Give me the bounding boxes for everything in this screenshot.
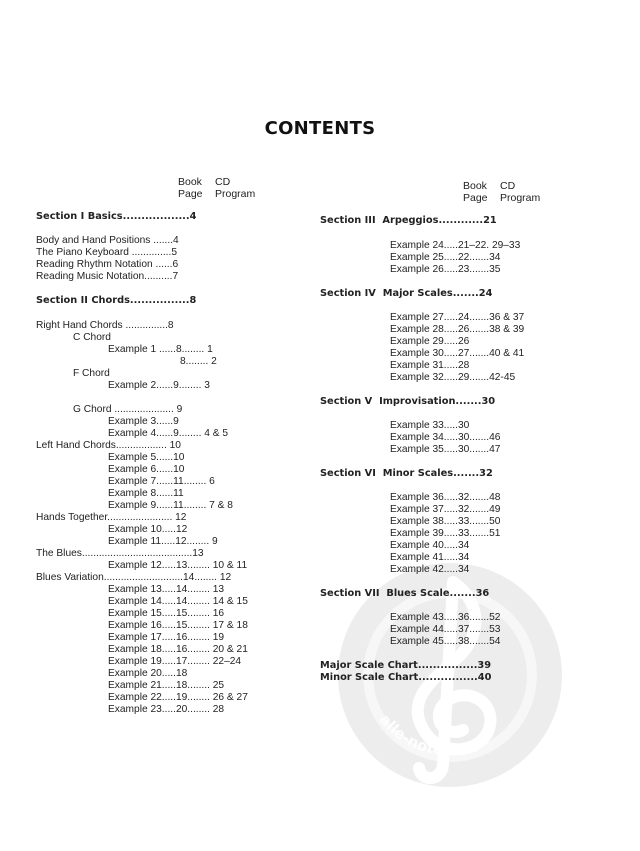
- toc-entry: Example 21.....18........ 25: [108, 680, 225, 691]
- toc-entry: Example 32.....29.......42-45: [390, 372, 516, 383]
- toc-entry: Example 15.....15........ 16: [108, 608, 225, 619]
- header-page: Page: [178, 188, 203, 200]
- toc-entry: Example 44.....37.......53: [390, 624, 501, 635]
- toc-section-heading: Section I Basics..................4: [36, 211, 197, 222]
- toc-entry: Reading Music Notation..........7: [36, 271, 179, 282]
- toc-entry: Example 34.....30.......46: [390, 432, 501, 443]
- header-program: Program: [215, 188, 256, 200]
- toc-section-heading: Section IV Major Scales.......24: [320, 288, 493, 299]
- toc-entry: Example 41.....34: [390, 552, 470, 563]
- toc-entry: Example 8......11: [108, 488, 184, 499]
- left-book-page-header: [178, 176, 203, 200]
- right-cd-program-header: [500, 180, 540, 204]
- toc-entry: Example 25.....22.......34: [390, 252, 501, 263]
- page-title: CONTENTS: [264, 118, 376, 139]
- toc-entry: Right Hand Chords ...............8: [36, 320, 174, 331]
- toc-entry: Example 18.....16........ 20 & 21: [108, 644, 248, 655]
- toc-section-heading: Section VII Blues Scale.......36: [320, 588, 490, 599]
- toc-entry: G Chord ..................... 9: [73, 404, 183, 415]
- toc-entry: Body and Hand Positions .......4: [36, 235, 179, 246]
- toc-entry: F Chord: [73, 368, 110, 379]
- toc-entry: Reading Rhythm Notation ......6: [36, 259, 179, 270]
- left-cd-program-header: [215, 176, 255, 200]
- right-book-page-header: [463, 180, 488, 204]
- toc-entry: Example 27.....24.......36 & 37: [390, 312, 525, 323]
- toc-entry: Example 5......10: [108, 452, 185, 463]
- toc-entry: Example 42.....34: [390, 564, 470, 575]
- toc-entry: Left Hand Chords.................. 10: [36, 440, 181, 451]
- toc-entry: Example 14.....14........ 14 & 15: [108, 596, 248, 607]
- toc-entry: Example 36.....32.......48: [390, 492, 501, 503]
- toc-entry: Example 35.....30.......47: [390, 444, 501, 455]
- toc-entry: Example 13.....14........ 13: [108, 584, 225, 595]
- toc-section-heading: Minor Scale Chart................40: [320, 672, 492, 683]
- toc-section-heading: Major Scale Chart................39: [320, 660, 492, 671]
- toc-entry: Example 40.....34: [390, 540, 470, 551]
- toc-entry: Example 22.....19........ 26 & 27: [108, 692, 248, 703]
- toc-entry: Example 7......11........ 6: [108, 476, 215, 487]
- toc-entry: Example 26.....23.......35: [390, 264, 501, 275]
- toc-entry: Example 39.....33.......51: [390, 528, 501, 539]
- toc-entry: 8........ 2: [180, 356, 217, 367]
- header-book: Book: [178, 176, 202, 188]
- toc-entry: Example 3......9: [108, 416, 179, 427]
- toc-entry: Blues Variation............................14........ 12: [36, 572, 232, 583]
- toc-entry: Example 29.....26: [390, 336, 470, 347]
- toc-entry: Example 38.....33.......50: [390, 516, 501, 527]
- toc-section-heading: Section II Chords................8: [36, 295, 197, 306]
- toc-entry: Example 12.....13........ 10 & 11: [108, 560, 248, 571]
- toc-entry: Example 16.....15........ 17 & 18: [108, 620, 248, 631]
- toc-entry: Example 33.....30: [390, 420, 470, 431]
- header-book: Book: [463, 180, 487, 192]
- toc-section-heading: Section V Improvisation.......30: [320, 396, 496, 407]
- toc-entry: Example 37.....32.......49: [390, 504, 501, 515]
- toc-entry: C Chord: [73, 332, 111, 343]
- toc-entry: The Blues.......................................13: [36, 548, 204, 559]
- toc-entry: Example 10.....12: [108, 524, 188, 535]
- header-program: Program: [500, 192, 541, 204]
- header-page: Page: [463, 192, 488, 204]
- toc-entry: Example 1 ......8........ 1: [108, 344, 213, 355]
- header-cd: CD: [215, 176, 231, 188]
- toc-entry: Example 19.....17........ 22–24: [108, 656, 242, 667]
- toc-entry: Example 20.....18: [108, 668, 188, 679]
- toc-entry: Example 24.....21–22. 29–33: [390, 240, 521, 251]
- toc-entry: Example 4......9........ 4 & 5: [108, 428, 229, 439]
- toc-entry: Hands Together....................... 12: [36, 512, 187, 523]
- toc-entry: Example 23.....20........ 28: [108, 704, 225, 715]
- toc-entry: Example 17.....16........ 19: [108, 632, 225, 643]
- toc-entry: Example 45.....38.......54: [390, 636, 501, 647]
- toc-entry: Example 28.....26.......38 & 39: [390, 324, 525, 335]
- toc-section-heading: Section VI Minor Scales.......32: [320, 468, 493, 479]
- toc-entry: Example 11.....12........ 9: [108, 536, 218, 547]
- toc-entry: Example 9......11........ 7 & 8: [108, 500, 233, 511]
- toc-entry: Example 31.....28: [390, 360, 470, 371]
- toc-entry: Example 43.....36.......52: [390, 612, 501, 623]
- toc-entry: Example 30.....27.......40 & 41: [390, 348, 525, 359]
- toc-entry: Example 6......10: [108, 464, 185, 475]
- toc-entry: Example 2......9........ 3: [108, 380, 210, 391]
- toc-entry: The Piano Keyboard ..............5: [36, 247, 178, 258]
- header-cd: CD: [500, 180, 516, 192]
- toc-section-heading: Section III Arpeggios............21: [320, 215, 497, 226]
- watermark-text: alle-noten.de: [375, 710, 481, 760]
